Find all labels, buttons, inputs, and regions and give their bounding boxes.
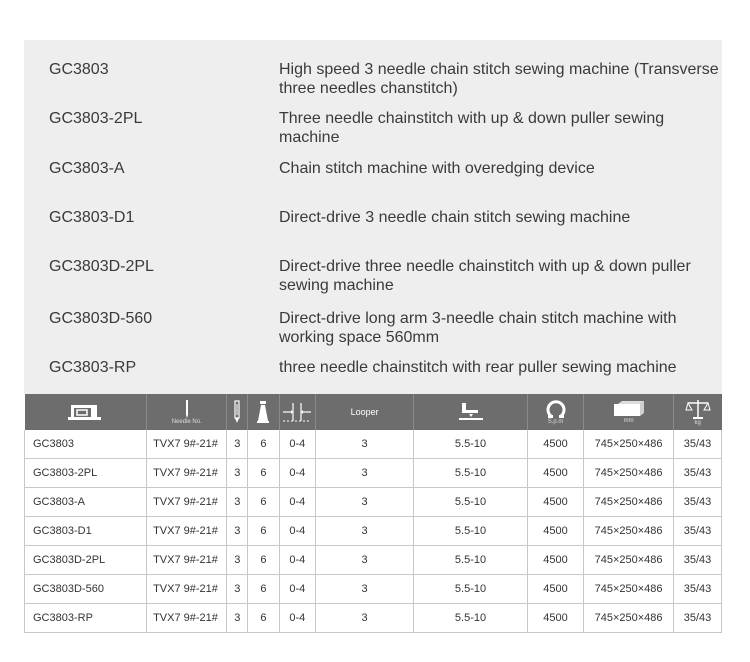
cell-needle: TVX7 9#-21# <box>147 604 227 633</box>
cell-stitch-length: 0-4 <box>279 604 316 633</box>
scale-icon <box>685 398 711 420</box>
cell-size: 745×250×486 <box>584 488 674 517</box>
cell-weight: 35/43 <box>673 488 721 517</box>
cell-speed: 4500 <box>527 604 583 633</box>
cell-stitch-length: 0-4 <box>279 546 316 575</box>
cell-thread: 6 <box>248 488 279 517</box>
stitch-length-icon <box>281 401 313 423</box>
model-description: Chain stitch machine with overedging device <box>279 160 595 177</box>
cell-speed: 4500 <box>527 488 583 517</box>
size-label: mm <box>623 417 634 424</box>
cell-weight: 35/43 <box>673 546 721 575</box>
cell-needle-count: 3 <box>227 546 248 575</box>
thread-column-header <box>248 394 279 430</box>
cell-looper: 3 <box>316 546 414 575</box>
cell-needle-count: 3 <box>227 459 248 488</box>
machine-column-header <box>25 394 147 430</box>
cell-looper: 3 <box>316 459 414 488</box>
cell-needle: TVX7 9#-21# <box>147 517 227 546</box>
cell-needle-count: 3 <box>227 575 248 604</box>
cell-needle: TVX7 9#-21# <box>147 546 227 575</box>
cell-stitch-length: 0-4 <box>279 459 316 488</box>
table-row <box>25 459 722 488</box>
cell-model: GC3803-A <box>25 488 147 517</box>
cell-size: 745×250×486 <box>584 546 674 575</box>
cell-size: 745×250×486 <box>584 430 674 459</box>
cell-presser-foot: 5.5-10 <box>414 575 528 604</box>
table-row <box>25 488 722 517</box>
model-description: Three needle chainstitch with up & down puller sewing machine <box>279 110 665 146</box>
model-description: High speed 3 needle chain stitch sewing machine (Transverse three needles chanstitch) <box>279 61 719 97</box>
thread-icon <box>256 400 270 424</box>
spec-table <box>24 394 722 633</box>
cell-presser-foot: 5.5-10 <box>414 430 528 459</box>
weight-label: kg <box>694 419 701 426</box>
cell-needle-count: 3 <box>227 604 248 633</box>
needle-count-icon <box>232 400 242 424</box>
weight-column-header <box>673 394 721 430</box>
speed-column-header <box>527 394 583 430</box>
model-code: GC3803-2PL <box>49 110 143 127</box>
cell-model: GC3803-RP <box>25 604 147 633</box>
cell-needle: TVX7 9#-21# <box>147 459 227 488</box>
cell-looper: 3 <box>316 488 414 517</box>
table-row <box>25 517 722 546</box>
model-code: GC3803D-560 <box>49 310 153 327</box>
needle-column-header <box>147 394 227 430</box>
cell-size: 745×250×486 <box>584 517 674 546</box>
model-code: GC3803 <box>49 61 109 78</box>
cell-weight: 35/43 <box>673 604 721 633</box>
cell-thread: 6 <box>248 604 279 633</box>
cell-needle: TVX7 9#-21# <box>147 430 227 459</box>
table-row <box>25 575 722 604</box>
cell-needle-count: 3 <box>227 517 248 546</box>
cell-speed: 4500 <box>527 546 583 575</box>
model-description: Direct-drive three needle chainstitch with up & down puller sewing machine <box>279 258 691 294</box>
cell-looper: 3 <box>316 604 414 633</box>
cell-model: GC3803 <box>25 430 147 459</box>
cell-looper: 3 <box>316 430 414 459</box>
model-code: GC3803-RP <box>49 359 137 376</box>
stitch-length-column-header <box>279 394 316 430</box>
cell-needle-count: 3 <box>227 488 248 517</box>
cell-thread: 6 <box>248 546 279 575</box>
table-row <box>25 546 722 575</box>
cell-presser-foot: 5.5-10 <box>414 459 528 488</box>
needle-label: Needle No. <box>171 418 202 425</box>
table-row <box>25 604 722 633</box>
cell-model: GC3803-2PL <box>25 459 147 488</box>
cell-weight: 35/43 <box>673 430 721 459</box>
size-column-header <box>584 394 674 430</box>
cell-model: GC3803D-2PL <box>25 546 147 575</box>
cell-model: GC3803-D1 <box>25 517 147 546</box>
model-code: GC3803D-2PL <box>49 258 154 275</box>
cell-needle: TVX7 9#-21# <box>147 488 227 517</box>
model-code: GC3803-A <box>49 160 125 177</box>
cell-stitch-length: 0-4 <box>279 517 316 546</box>
cell-thread: 6 <box>248 430 279 459</box>
cell-stitch-length: 0-4 <box>279 488 316 517</box>
cell-thread: 6 <box>248 459 279 488</box>
cell-speed: 4500 <box>527 575 583 604</box>
cell-weight: 35/43 <box>673 517 721 546</box>
cell-weight: 35/43 <box>673 459 721 488</box>
cell-looper: 3 <box>316 517 414 546</box>
model-list <box>24 40 722 394</box>
speed-icon <box>545 399 567 419</box>
package-box-icon <box>612 400 646 418</box>
model-description: Direct-drive 3 needle chain stitch sewing machine <box>279 209 631 226</box>
cell-size: 745×250×486 <box>584 604 674 633</box>
cell-speed: 4500 <box>527 517 583 546</box>
cell-presser-foot: 5.5-10 <box>414 546 528 575</box>
model-description: Direct-drive long arm 3-needle chain stitch machine with working space 560mm <box>279 310 677 346</box>
spm-label: S.p.m <box>547 418 564 425</box>
model-description: three needle chainstitch with rear puller sewing machine <box>279 359 677 376</box>
cell-speed: 4500 <box>527 459 583 488</box>
cell-size: 745×250×486 <box>584 459 674 488</box>
cell-weight: 35/43 <box>673 575 721 604</box>
cell-stitch-length: 0-4 <box>279 575 316 604</box>
cell-speed: 4500 <box>527 430 583 459</box>
cell-size: 745×250×486 <box>584 575 674 604</box>
cell-presser-foot: 5.5-10 <box>414 517 528 546</box>
cell-presser-foot: 5.5-10 <box>414 604 528 633</box>
sewing-machine-icon <box>67 402 103 422</box>
cell-presser-foot: 5.5-10 <box>414 488 528 517</box>
model-code: GC3803-D1 <box>49 209 135 226</box>
cell-needle-count: 3 <box>227 430 248 459</box>
cell-thread: 6 <box>248 575 279 604</box>
table-row <box>25 430 722 459</box>
table-header-row <box>25 394 722 430</box>
cell-needle: TVX7 9#-21# <box>147 575 227 604</box>
cell-looper: 3 <box>316 575 414 604</box>
cell-stitch-length: 0-4 <box>279 430 316 459</box>
presser-foot-column-header <box>414 394 528 430</box>
needle-count-column-header <box>227 394 248 430</box>
cell-thread: 6 <box>248 517 279 546</box>
needle-icon <box>182 399 192 419</box>
presser-foot-icon <box>458 401 484 423</box>
cell-model: GC3803D-560 <box>25 575 147 604</box>
looper-column-header: Looper <box>316 394 414 430</box>
